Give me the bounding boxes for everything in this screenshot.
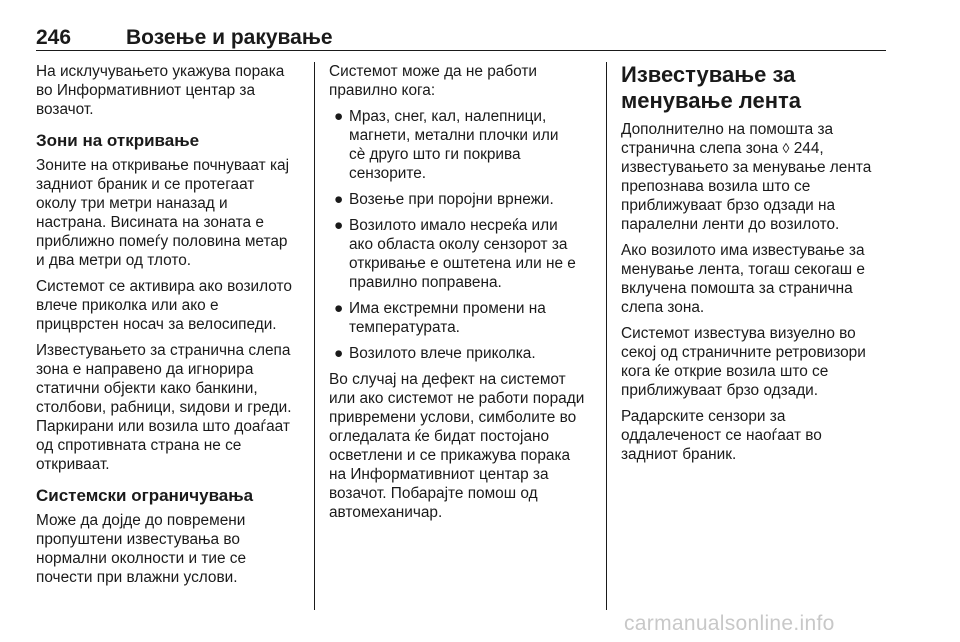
header-divider	[36, 50, 886, 51]
page-header	[36, 26, 886, 56]
paragraph-malfunction: Во случај на дефект на системот или ако системот не работи поради привремени услови, симболите во огледалата ќе бидат постојано осветлени и се прикажува порака на Информативниот центар за возачот. Побарајте помош од автомеханичар.	[329, 371, 585, 521]
list-item	[329, 190, 600, 209]
paragraph-visual-alert: Системот известува визуелно во секој од страничните ретровизори кога ќе открие возила што се приближуваат брзо одзади.	[621, 325, 866, 399]
list-item-text: Возилото влече приколка.	[349, 345, 536, 362]
list-item	[329, 299, 600, 337]
column-divider-1	[314, 62, 315, 610]
page-reference-icon[interactable]: ◊	[782, 140, 790, 156]
text-segment: 244, известувањето за менување лента препознава возила што се приближуваат брзо одзади на паралелни ленти до возилото.	[621, 140, 872, 233]
bullet-icon: ●	[334, 108, 344, 125]
list-item-text: Има екстремни промени на температурата.	[349, 300, 546, 336]
list-item	[329, 216, 600, 292]
paragraph-limitations: Може да дојде до повремени пропуштени известувања во нормални околности и тие се почести при влажни услови.	[36, 512, 247, 586]
bullet-icon: ●	[334, 300, 344, 317]
intro-paragraph: На исклучувањето укажува порака во Информативниот центар за возачот.	[36, 63, 285, 118]
conditions-intro: Системот може да не работи правилно кога:	[329, 63, 538, 99]
page-title: Возење и ракување	[126, 26, 333, 49]
section-heading-system-limitations: Системски ограничувања	[36, 486, 254, 505]
bullet-icon: ●	[334, 191, 344, 208]
paragraph-detection-zones: Зоните на откривање почнуваат кај задниот браник и се протегаат околу три метри наназад и настрана. Висината на зоната е приближно помеѓу половина метар и два метри од тлото.	[36, 157, 289, 269]
paragraph-static-objects: Известувањето за странична слепа зона е направено да игнорира статични објекти како банкини, столбови, рабници, ѕидови и греди. Паркирани или возила што доаѓаат од спротивната страна не се откриваат.	[36, 342, 292, 473]
conditions-list	[329, 107, 600, 363]
list-item	[329, 107, 600, 183]
column-middle	[329, 62, 600, 529]
list-item	[329, 344, 600, 363]
watermark: carmanualsonline.info	[624, 612, 835, 635]
bullet-icon: ●	[334, 217, 344, 234]
section-heading-lane-change-alert: Известување за менување лента	[621, 62, 802, 113]
text-segment: Дополнително на помошта за странична слепа зона	[621, 121, 834, 157]
column-left	[36, 62, 308, 594]
list-item-text: Мраз, снег, кал, налепници, магнети, метални плочки или сè друго што ги покрива сензорите.	[349, 108, 559, 182]
paragraph-lane-change-enabled: Ако возилото има известување за менување лента, тогаш секогаш е вклучена помошта за странична слепа зона.	[621, 242, 865, 316]
list-item-text: Возилото имало несреќа или ако областа околу сензорот за откривање е оштетена или не е правилно поправена.	[349, 217, 576, 291]
list-item-text: Возење при поројни врнежи.	[349, 191, 554, 208]
column-divider-2	[606, 62, 607, 610]
paragraph-trailer: Системот се активира ако возилото влече приколка или ако е прицврстен носач за велосипеди.	[36, 278, 292, 333]
page-number: 246	[36, 26, 72, 49]
paragraph-radar-sensors: Радарските сензори за оддалеченост се наоѓаат во задниот браник.	[621, 408, 822, 463]
section-heading-detection-zones: Зони на откривање	[36, 131, 200, 150]
paragraph-lane-change-intro	[621, 120, 886, 234]
column-right	[621, 62, 886, 471]
bullet-icon: ●	[334, 345, 344, 362]
